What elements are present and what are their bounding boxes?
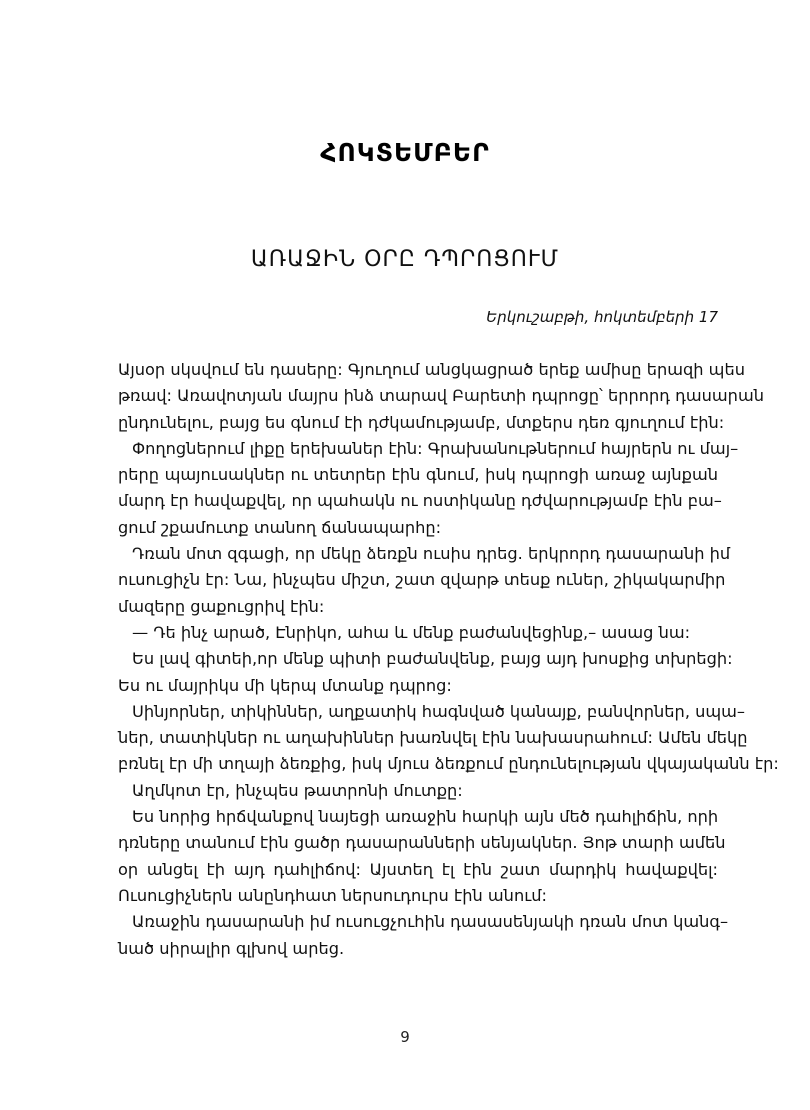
text-line: մարդ էր հավաքվել, որ պահակն ու ոստիկանը դժվարությամբ էին բա–: [118, 491, 722, 511]
text-line: ընդունելու, բայց ես գնում էի դժկամությամբ, մտքերս դեռ գյուղում էին:: [118, 412, 725, 432]
text-line: դռները տանում էին ցածր դասարանների սենյակներ. Յոթ տարի ամեն: [118, 833, 726, 853]
text-line: Սինյորներ, տիկիններ, աղքատիկ հագնված կանայք, բանվորներ, սպա–: [132, 701, 745, 721]
text-line: ներ, տատիկներ ու աղախիններ խառնվել էին նախասրահում: Ամեն մեկը: [118, 728, 748, 748]
dateline: Երկուշաբթի, հոկտեմբերի 17: [486, 308, 718, 326]
text-line: Ես նորից հրճվանքով նայեցի առաջին հարկի այն մեծ դահլիճին, որի: [132, 807, 719, 827]
body-text: [118, 357, 779, 962]
text-line: Այսօր սկսվում են դասերը: Գյուղում անցկացրած երեք ամիսը երազի պես: [118, 360, 745, 379]
text-line: օր անցել էի այդ դահլիճով: Այստեղ էլ էին շատ մարդիկ հավաքվել:: [118, 859, 718, 879]
chapter-title: ՀՈԿՏԵՄԲԵՐ: [320, 138, 490, 167]
text-line: րերը պայուսակներ ու տետրեր էին գնում, իսկ դպրոցի առաջ այնքան: [118, 465, 718, 485]
text-line: մազերը ցաքուցրիվ էին:: [118, 596, 325, 616]
text-line: ուսուցիչն էր: Նա, ինչպես միշտ, շատ զվարթ տեսք ուներ, շիկակարմիր: [118, 570, 726, 590]
section-title: ԱՌԱՋԻՆ ՕՐԸ ԴՊՐՈՑՈՒՄ: [250, 247, 560, 272]
text-line: բռնել էր մի տղայի ձեռքից, իսկ մյուս ձեռքում ընդունելության վկայականն էր:: [118, 754, 779, 774]
page-number: 9: [400, 1028, 410, 1046]
text-line: Ես լավ գիտեի,որ մենք պիտի բաժանվենք, բայց այդ խոսքից տխրեցի:: [132, 649, 733, 669]
text-line: Փողոցներում լիքը երեխաներ էին: Գրախանութներում հայրերն ու մայ–: [132, 438, 739, 458]
text-line: Ուսուցիչներն անընդհատ ներսուդուրս էին անում:: [118, 885, 547, 905]
text-line: Աղմկոտ էր, ինչպես թատրոնի մուտքը:: [132, 780, 463, 800]
text-line: նած սիրալիր գլխով արեց.: [118, 938, 345, 958]
text-line: Առաջին դասարանի իմ ուսուցչուհին դասասենյակի դռան մոտ կանգ–: [132, 912, 729, 932]
text-line: — Դե ինչ արած, Էնրիկո, ահա և մենք բաժանվեցինք,– ասաց նա:: [132, 622, 691, 642]
text-line: թռավ: Առավոտյան մայրս ինձ տարավ Բարետի դպրոցը՝ երրորդ դասարան: [118, 386, 764, 406]
text-line: Դռան մոտ զգացի, որ մեկը ձեռքն ուսիս դրեց. երկրորդ դասարանի իմ: [132, 544, 731, 564]
text-line: ցում շքամուտք տանող ճանապարհը:: [118, 517, 442, 537]
text-line: Ես ու մայրիկս մի կերպ մտանք դպրոց:: [118, 675, 452, 695]
